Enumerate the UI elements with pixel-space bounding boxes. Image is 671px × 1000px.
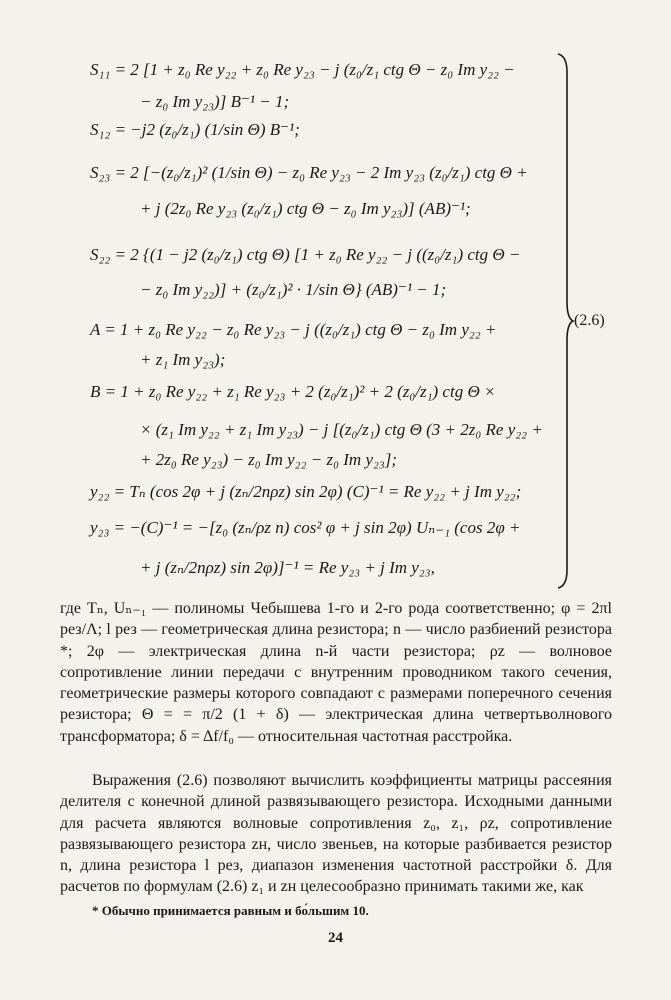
- equation-line: − z₀ Im y₂₃)] B⁻¹ − 1;: [140, 92, 290, 111]
- equation-line: + z₁ Im y₂₃);: [140, 350, 226, 369]
- paragraph-definitions: [60, 598, 612, 747]
- equation-line: B = 1 + z₀ Re y₂₂ + z₁ Re y₂₃ + 2 (z₀/z₁)² + 2 (z₀/z₁) ctg Θ ×: [90, 382, 496, 401]
- equation-line: + 2z₀ Re y₂₃) − z₀ Im y₂₂ − z₀ Im y₂₃];: [140, 450, 398, 469]
- equation-line: − z₀ Im y₂₂)] + (z₀/z₁)² · 1/sin Θ} (AB)⁻¹ − 1;: [140, 280, 447, 299]
- equation-line: y₂₃ = −(C)⁻¹ = −[z₀ (zₙ/ρz n) cos² φ + j sin 2φ) Uₙ₋₁ (cos 2φ +: [90, 518, 521, 537]
- equation-line: + j (zₙ/2nρz) sin 2φ)]⁻¹ = Re y₂₃ + j Im y₂₃,: [140, 558, 435, 577]
- equation-line: S₁₂ = −j2 (z₀/z₁) (1/sin Θ) B⁻¹;: [90, 120, 300, 139]
- paragraph-text: где Tₙ, Uₙ₋₁ — полиномы Чебышева 1-го и 2-го рода соответственно; φ = 2πl рез/Λ; l рез — геометрическая длина резистора; n — число разбиений резистора *; 2φ — электрическая длина n-й части резистора; ρz — волновое сопротивление линии передачи с внутренним проводником такого сечения, геометрические размеры которого совпадают с размерами поперечного сечения резистора; Θ = = π/2 (1 + δ) — электрическая длина четвертьволнового трансформатора; δ = Δf/f₀ — относительная частотная расстройка.: [60, 600, 612, 745]
- equation-number: (2.6): [574, 312, 605, 329]
- footnote: * Обычно принимается равным и бо́льшим 10.: [92, 903, 369, 918]
- equation-line: S₂₂ = 2 {(1 − j2 (z₀/z₁) ctg Θ) [1 + z₀ Re y₂₂ − j ((z₀/z₁) ctg Θ −: [90, 245, 521, 264]
- page-number: 24: [328, 930, 343, 946]
- equation-line: × (z₁ Im y₂₂ + z₁ Im y₂₃) − j [(z₀/z₁) ctg Θ (3 + 2z₀ Re y₂₂ +: [140, 420, 543, 439]
- right-brace: [555, 52, 575, 590]
- equation-line: y₂₂ = Tₙ (cos 2φ + j (zₙ/2nρz) sin 2φ) (C)⁻¹ = Re y₂₂ + j Im y₂₂;: [90, 482, 522, 501]
- equation-line: S₁₁ = 2 [1 + z₀ Re y₂₂ + z₀ Re y₂₃ − j (z₀/z₁ ctg Θ − z₀ Im y₂₂ −: [90, 60, 515, 79]
- equation-line: A = 1 + z₀ Re y₂₂ − z₀ Re y₂₃ − j ((z₀/z₁) ctg Θ − z₀ Im y₂₂ +: [90, 320, 497, 339]
- equation-line: + j (2z₀ Re y₂₃ (z₀/z₁) ctg Θ − z₀ Im y₂₃)] (AB)⁻¹;: [140, 199, 471, 218]
- paragraph-text: Выражения (2.6) позволяют вычислить коэффициенты матрицы рассеяния делителя с конечной длиной развязывающего резистора. Исходными данными для расчета являются волновые сопротивления z₀, z₁, ρz, сопротивление развязывающего резистора zн, число звеньев, на которые разбивается резистор n, длина резистора l рез, диапазон изменения частотной расстройки δ. Для расчетов по формулам (2.6) z₁ и zн целесообразно принимать такими же, как: [60, 772, 612, 896]
- equation-line: S₂₃ = 2 [−(z₀/z₁)² (1/sin Θ) − z₀ Re y₂₃ − 2 Im y₂₃ (z₀/z₁) ctg Θ +: [90, 163, 528, 182]
- paragraph-discussion: [60, 770, 612, 898]
